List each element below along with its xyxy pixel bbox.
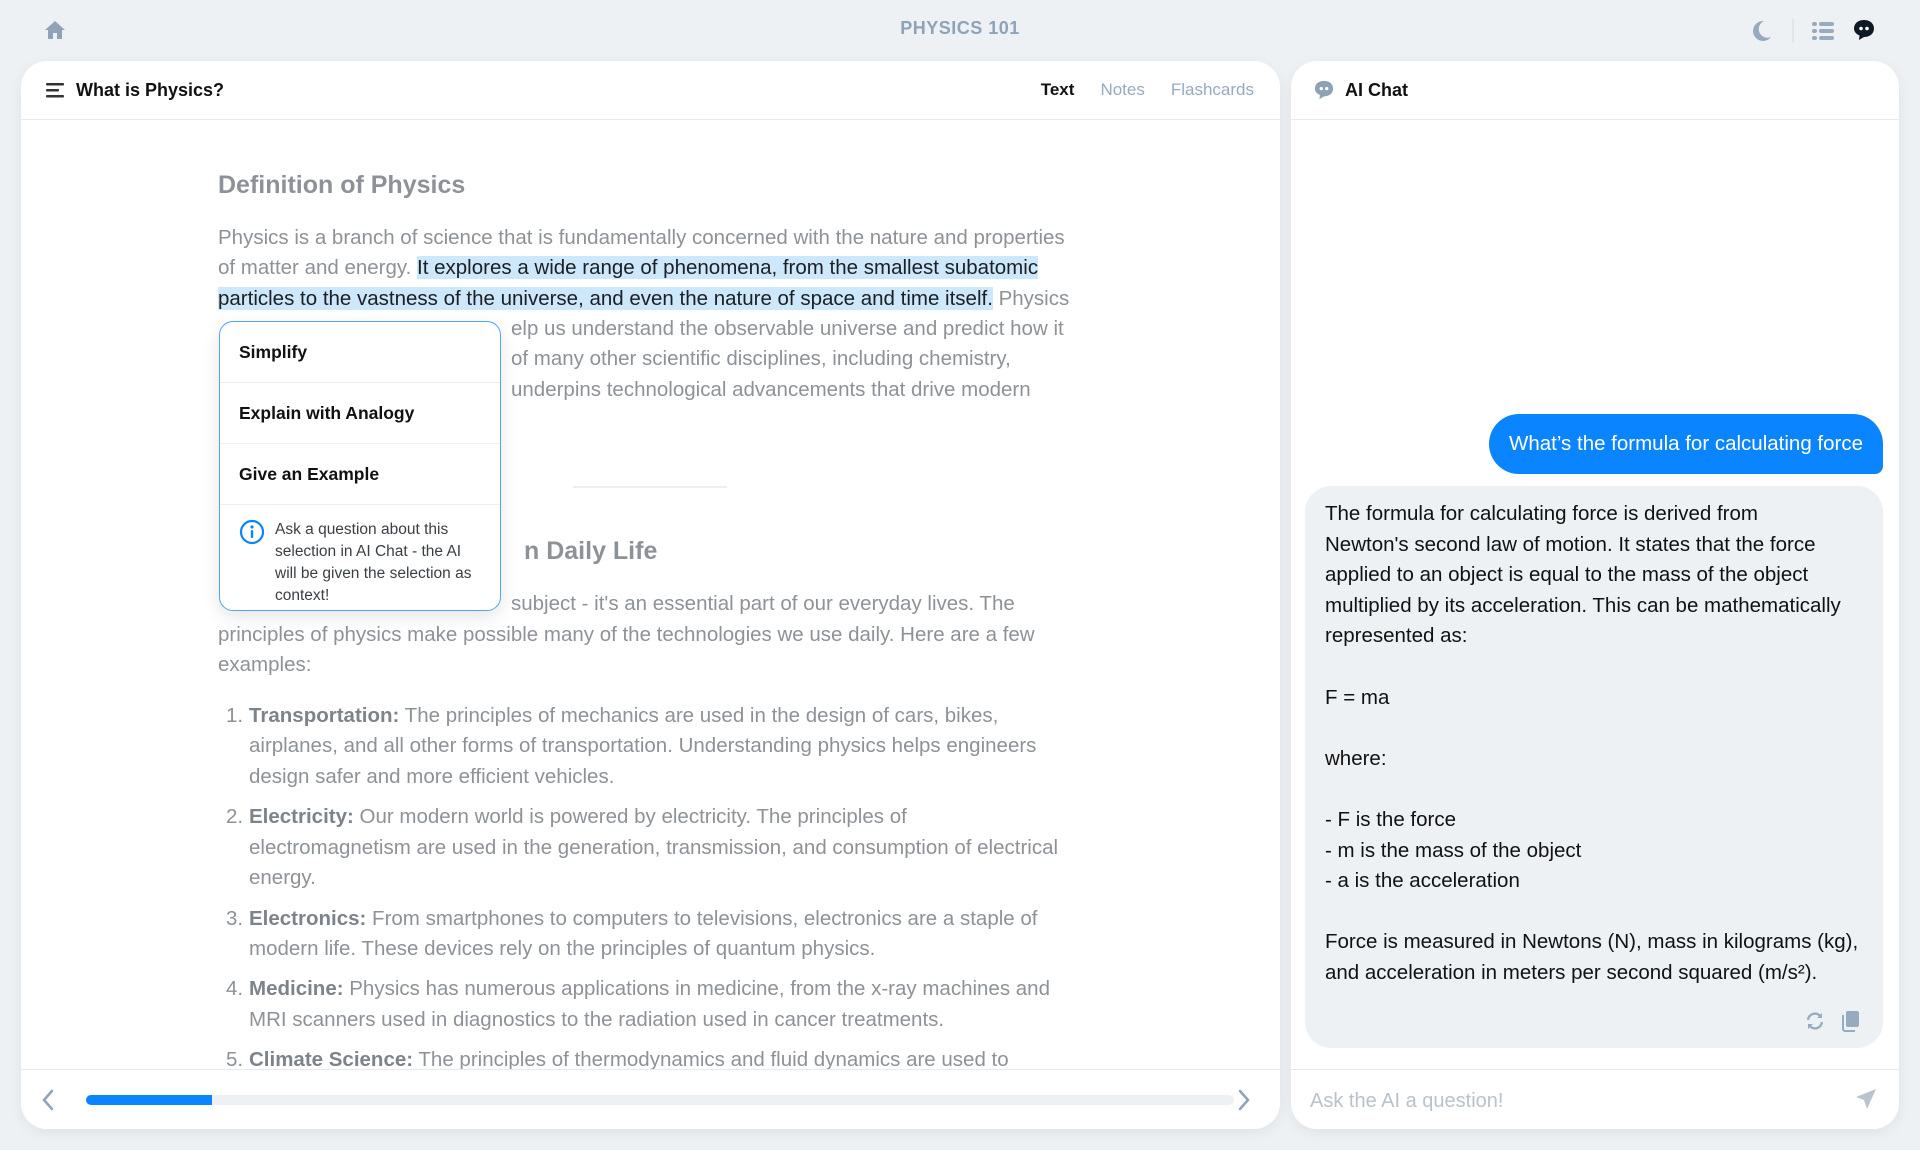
chat-title: AI Chat: [1345, 79, 1408, 100]
tab-notes[interactable]: Notes: [1100, 80, 1145, 99]
ai-message-line: - a is the acceleration: [1325, 869, 1520, 893]
outline-toggle[interactable]: [1812, 21, 1834, 41]
outline-menu-button[interactable]: [46, 82, 64, 98]
list-item-line: MRI scanners used in diagnostics to the radiation used in cancer treatments.: [249, 1008, 945, 1031]
tab-flashcards[interactable]: Flashcards: [1170, 80, 1254, 99]
list-item-line: [249, 700, 998, 731]
chat-header: [1291, 61, 1899, 120]
list-item-line: modern life. These devices rely on the principles of quantum physics.: [249, 937, 876, 960]
ai-message-line: - F is the force: [1325, 807, 1457, 831]
refresh-icon: [1804, 1010, 1826, 1032]
paragraph-line: underpins technological advancements that drive modern: [511, 378, 1031, 401]
list-item-term: Transportation:: [249, 704, 400, 727]
ai-message-line: applied to an object is equal to the mass of the object: [1325, 563, 1809, 587]
list-item-line: [249, 903, 1037, 934]
document-header: [21, 61, 1280, 120]
menu-icon: [46, 82, 64, 98]
list-item-line: [249, 801, 907, 832]
list-number: 1.: [226, 704, 244, 727]
chat-input[interactable]: [1310, 1085, 1830, 1117]
info-icon: [239, 519, 265, 545]
document-content: [21, 121, 1280, 1069]
document-title: What is Physics?: [76, 79, 225, 100]
paragraph-line: elp us understand the observable universe and predict how it: [511, 317, 1064, 340]
ai-message-line: where:: [1325, 746, 1387, 770]
list-item-term: Electronics:: [249, 907, 367, 930]
paragraph-line: Physics is a branch of science that is fundamentally concerned with the nature and properties: [218, 226, 1065, 249]
ai-message-line: - m is the mass of the object: [1325, 838, 1582, 862]
user-message: What’s the formula for calculating force: [1489, 414, 1883, 474]
ai-message-line: F = ma: [1325, 685, 1390, 709]
list-item-term: Climate Science:: [249, 1048, 414, 1069]
chevron-right-icon: [1237, 1089, 1251, 1111]
chat-bubble-icon: [1853, 19, 1875, 41]
list-item-text: The principles of mechanics are used in the design of cars, bikes,: [399, 704, 999, 727]
next-page-button[interactable]: [1237, 1089, 1251, 1111]
paragraph-line: examples:: [218, 653, 312, 676]
document-footer: [21, 1069, 1280, 1129]
list-number: 5.: [226, 1048, 244, 1069]
ai-message-line: [1325, 774, 1863, 805]
list-item-line: [249, 1044, 1009, 1069]
list-number: 2.: [226, 805, 244, 828]
chat-toggle[interactable]: [1853, 19, 1875, 41]
selection-info: [220, 505, 500, 607]
chevron-left-icon: [41, 1089, 55, 1111]
ai-message-line: represented as:: [1325, 624, 1468, 648]
tab-text[interactable]: Text: [1040, 80, 1075, 99]
text: Physics: [992, 287, 1070, 310]
ai-message-line: The formula for calculating force is derived from: [1325, 502, 1758, 525]
text: of matter and energy.: [218, 256, 418, 279]
info-text: Ask a question about this selection in AI Chat - the AI will be given the selection as context!: [275, 521, 472, 604]
simplify-option[interactable]: Simplify: [220, 322, 500, 383]
chat-bubble-icon: [1314, 80, 1334, 100]
dark-mode-toggle[interactable]: [1752, 20, 1772, 42]
view-tabs: [1015, 80, 1254, 100]
ai-message-line: Newton's second law of motion. It states that the force: [1325, 532, 1816, 556]
selection-action-menu: [219, 321, 501, 611]
explain-with-analogy-option[interactable]: Explain with Analogy: [220, 383, 500, 444]
list-item-line: design safer and more efficient vehicles.: [249, 765, 615, 788]
list-number: 3.: [226, 907, 244, 930]
list-item-text: From smartphones to computers to televisions, electronics are a staple of: [366, 907, 1038, 930]
section-heading: Definition of Physics: [218, 171, 466, 199]
divider: [1792, 19, 1794, 43]
list-item-term: Medicine:: [249, 977, 344, 1000]
ai-chat-panel: [1291, 61, 1899, 1129]
paragraph-line: [218, 283, 1069, 314]
list-item-text: The principles of thermodynamics and fluid dynamics are used to: [413, 1048, 1009, 1069]
document-panel: [21, 61, 1280, 1129]
moon-icon: [1752, 20, 1772, 42]
selected-text[interactable]: It explores a wide range of phenomena, from the smallest subatomic: [417, 256, 1039, 279]
list-item-term: Electricity:: [249, 805, 354, 828]
give-an-example-option[interactable]: Give an Example: [220, 444, 500, 505]
list-number: 4.: [226, 977, 244, 1000]
paragraph-line: of many other scientific disciplines, including chemistry,: [511, 347, 1011, 370]
ai-message-line: and acceleration in meters per second squared (m/s²).: [1325, 960, 1818, 984]
progress-fill: [86, 1095, 212, 1105]
reading-progress-bar[interactable]: [86, 1095, 1234, 1105]
ai-message-line: [1325, 897, 1863, 928]
previous-page-button[interactable]: [41, 1089, 55, 1111]
ai-message-line: [1325, 652, 1863, 683]
paragraph-line: principles of physics make possible many of the technologies we use daily. Here are a few: [218, 623, 1035, 646]
copy-button[interactable]: [1841, 1010, 1861, 1032]
paragraph-line: [218, 252, 1038, 283]
list-icon: [1812, 21, 1834, 41]
ai-message-line: multiplied by its acceleration. This can be mathematically: [1325, 593, 1841, 617]
section-divider: [573, 486, 727, 488]
selected-text[interactable]: particles to the vastness of the universe, and even the nature of space and time itself.: [218, 287, 993, 310]
list-item-line: energy.: [249, 866, 316, 889]
ai-message: [1305, 486, 1883, 1048]
chat-input-bar: [1291, 1069, 1899, 1129]
send-button[interactable]: [1855, 1088, 1877, 1110]
ai-message-line: Force is measured in Newtons (N), mass in kilograms (kg),: [1325, 930, 1859, 954]
list-item-text: Physics has numerous applications in medicine, from the x-ray machines and: [343, 977, 1050, 1000]
section-heading: n Daily Life: [524, 537, 658, 565]
regenerate-button[interactable]: [1804, 1010, 1826, 1032]
ai-message-line: [1325, 713, 1863, 744]
paragraph-line: subject - it's an essential part of our everyday lives. The: [511, 592, 1015, 615]
list-item-line: airplanes, and all other forms of transportation. Understanding physics helps engineers: [249, 734, 1037, 757]
list-item-line: electromagnetism are used in the generation, transmission, and consumption of electrical: [249, 836, 1059, 859]
copy-icon: [1841, 1010, 1861, 1032]
list-item-text: Our modern world is powered by electricity. The principles of: [353, 805, 907, 828]
list-item-line: [249, 973, 1050, 1004]
app-title: PHYSICS 101: [900, 18, 1020, 38]
send-icon: [1855, 1088, 1877, 1110]
